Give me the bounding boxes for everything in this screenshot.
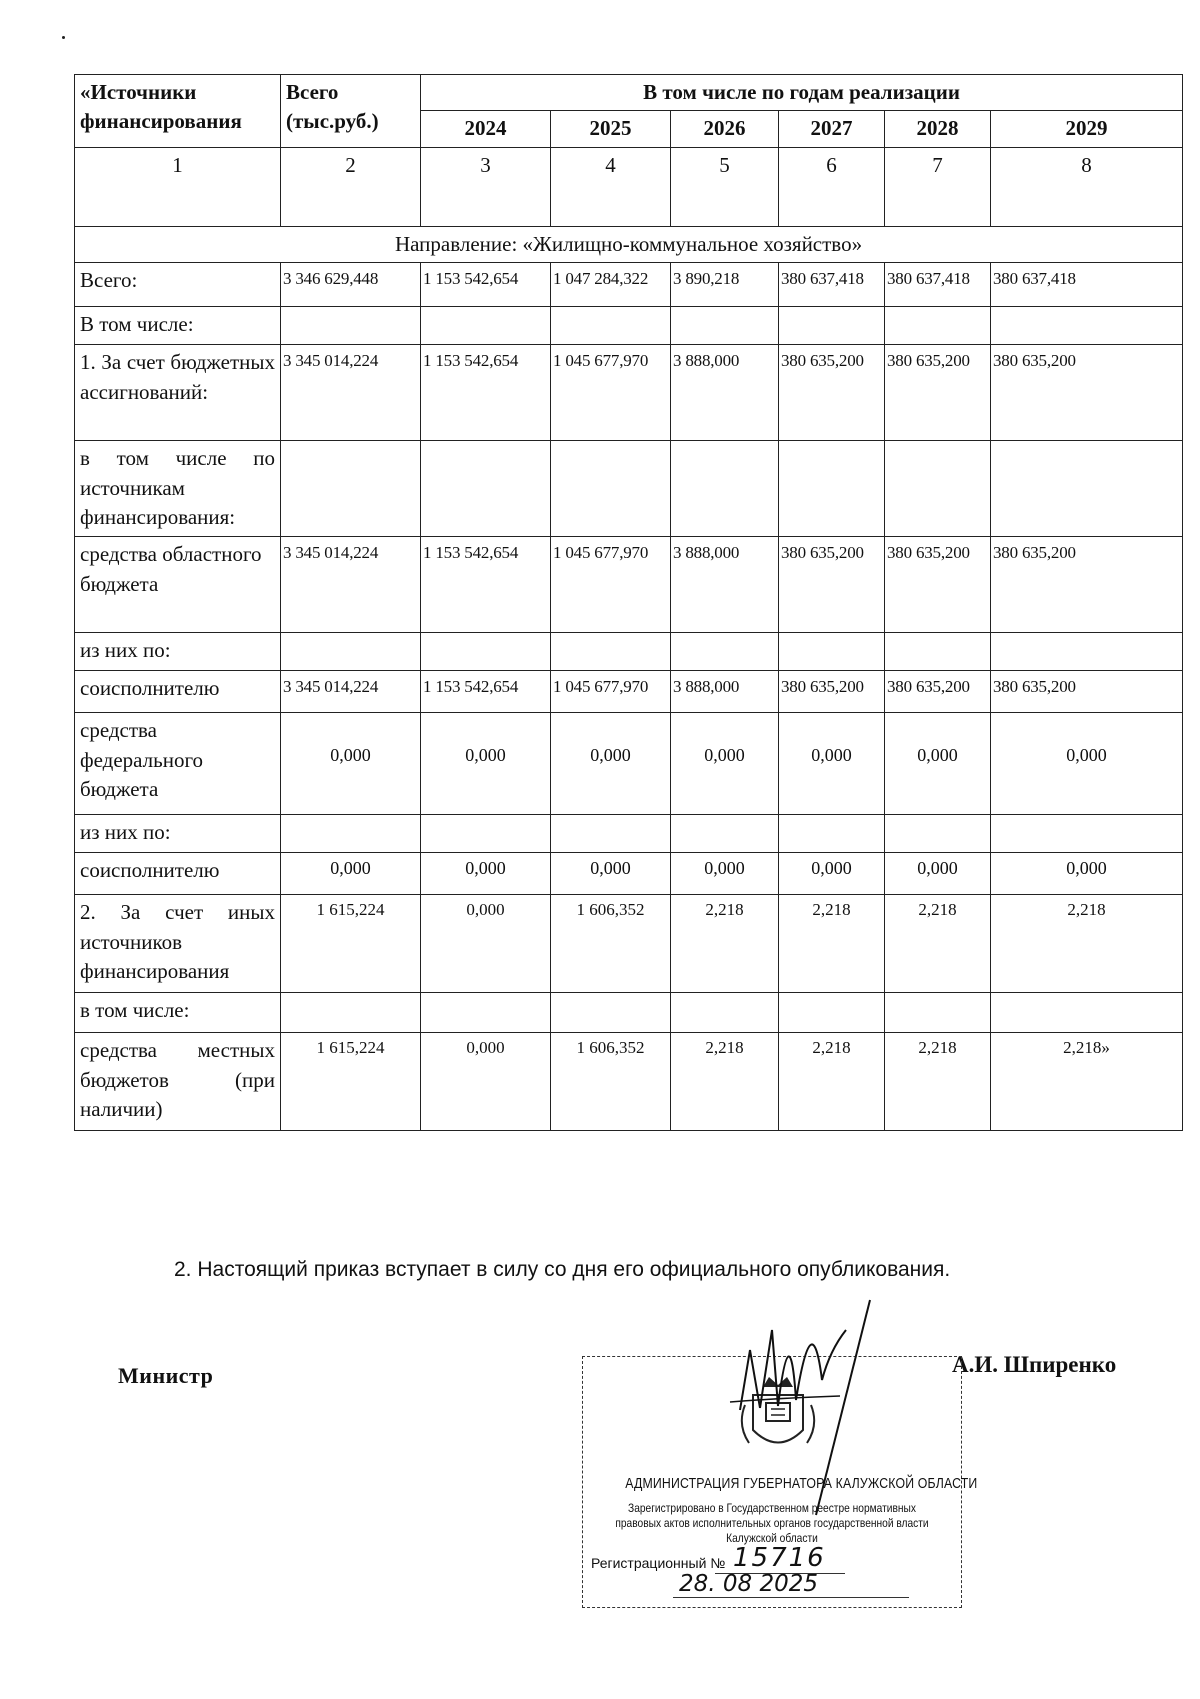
cell-value: 2,218 [671, 1033, 779, 1131]
cell-value: 0,000 [779, 853, 885, 895]
cell-value: 0,000 [551, 713, 671, 815]
cell-value: 2,218 [991, 895, 1183, 993]
cell-value: 1 615,224 [281, 1033, 421, 1131]
table-row [75, 993, 1183, 1033]
cell-value [991, 633, 1183, 671]
cell-value: 3 888,000 [671, 345, 779, 441]
header-by-years: В том числе по годам реализации [421, 75, 1183, 111]
cell-value: 1 047 284,322 [551, 263, 671, 307]
table-row [75, 713, 1183, 815]
cell-value [885, 441, 991, 537]
cell-value [281, 633, 421, 671]
header-total: Всего (тыс.руб.) [281, 75, 421, 148]
cell-value: 0,000 [421, 853, 551, 895]
column-number: 3 [421, 147, 551, 226]
row-label: соисполнителю [75, 853, 281, 895]
row-label: В том числе: [75, 307, 281, 345]
cell-value [281, 993, 421, 1033]
signatory-position: Министр [118, 1363, 214, 1388]
cell-value [779, 307, 885, 345]
cell-value [281, 307, 421, 345]
stamp-date-line [673, 1597, 909, 1598]
cell-value: 0,000 [991, 713, 1183, 815]
cell-value [885, 993, 991, 1033]
cell-value: 380 635,200 [779, 671, 885, 713]
cell-value: 1 153 542,654 [421, 671, 551, 713]
cell-value [551, 633, 671, 671]
header-year: 2027 [779, 111, 885, 147]
row-label: из них по: [75, 633, 281, 671]
header-year: 2029 [991, 111, 1183, 147]
cell-value: 380 637,418 [885, 263, 991, 307]
row-label: 1. За счет бюджетных ассигнований: [75, 345, 281, 441]
stamp-number: 15716 [733, 1543, 826, 1573]
row-label: соисполнителю [75, 671, 281, 713]
row-label: средства местных бюджетов (при наличии) [75, 1033, 281, 1131]
cell-value [779, 633, 885, 671]
cell-value: 0,000 [671, 853, 779, 895]
cell-value [671, 993, 779, 1033]
signatory-name: А.И. Шпиренко [952, 1352, 1117, 1377]
cell-value: 3 345 014,224 [281, 671, 421, 713]
cell-value: 1 045 677,970 [551, 671, 671, 713]
cell-value: 2,218 [885, 1033, 991, 1131]
table-row [75, 441, 1183, 537]
column-number: 6 [779, 147, 885, 226]
cell-value: 3 888,000 [671, 671, 779, 713]
table-row [75, 345, 1183, 441]
cell-value: 2,218 [671, 895, 779, 993]
stamp-organization: АДМИНИСТРАЦИЯ ГУБЕРНАТОРА КАЛУЖСКОЙ ОБЛАСТИ [625, 1475, 978, 1492]
table-row [75, 633, 1183, 671]
cell-value [991, 307, 1183, 345]
cell-value: 1 606,352 [551, 1033, 671, 1131]
cell-value: 1 045 677,970 [551, 537, 671, 633]
cell-value [671, 307, 779, 345]
cell-value [551, 307, 671, 345]
header-year: 2025 [551, 111, 671, 147]
cell-value [421, 307, 551, 345]
cell-value: 380 635,200 [885, 537, 991, 633]
table-row [75, 1033, 1183, 1131]
cell-value: 3 345 014,224 [281, 537, 421, 633]
header-year: 2024 [421, 111, 551, 147]
column-number: 5 [671, 147, 779, 226]
cell-value: 0,000 [551, 853, 671, 895]
cell-value [991, 993, 1183, 1033]
table-row [75, 307, 1183, 345]
cell-value [671, 633, 779, 671]
stamp-date: 28. 08 2025 [679, 1571, 818, 1597]
cell-value: 380 635,200 [779, 537, 885, 633]
financing-table [74, 74, 1183, 1131]
cell-value [779, 441, 885, 537]
cell-value: 380 635,200 [779, 345, 885, 441]
cell-value [991, 815, 1183, 853]
cell-value: 3 890,218 [671, 263, 779, 307]
cell-value: 2,218» [991, 1033, 1183, 1131]
stamp-registration-text: Зарегистрировано в Государственном реестре нормативных правовых актов исполнительных органов государственной власти Калужской области [615, 1501, 929, 1545]
cell-value: 0,000 [885, 853, 991, 895]
row-label: 2. За счет иных источников финансирования [75, 895, 281, 993]
row-label: из них по: [75, 815, 281, 853]
cell-value: 1 153 542,654 [421, 263, 551, 307]
cell-value: 1 045 677,970 [551, 345, 671, 441]
cell-value [779, 993, 885, 1033]
table-row [75, 263, 1183, 307]
cell-value [551, 993, 671, 1033]
cell-value: 380 635,200 [991, 345, 1183, 441]
cell-value [551, 815, 671, 853]
cell-value: 1 606,352 [551, 895, 671, 993]
cell-value: 0,000 [281, 853, 421, 895]
cell-value: 380 635,200 [885, 671, 991, 713]
direction-title: Направление: «Жилищно-коммунальное хозяйство» [75, 226, 1183, 262]
order-effective-text: 2. Настоящий приказ вступает в силу со дня его официального опубликования. [174, 1258, 951, 1281]
column-number-row [75, 147, 1183, 226]
row-label: средства областного бюджета [75, 537, 281, 633]
header-sources: «Источники финансирования [75, 75, 281, 148]
cell-value: 2,218 [885, 895, 991, 993]
cell-value [281, 815, 421, 853]
handwritten-signature [720, 1290, 900, 1520]
cell-value [991, 441, 1183, 537]
cell-value [885, 307, 991, 345]
scan-speck [62, 36, 65, 39]
cell-value: 1 153 542,654 [421, 537, 551, 633]
cell-value [885, 815, 991, 853]
cell-value [421, 441, 551, 537]
column-number: 8 [991, 147, 1183, 226]
cell-value: 0,000 [885, 713, 991, 815]
header-year: 2026 [671, 111, 779, 147]
cell-value: 0,000 [671, 713, 779, 815]
cell-value [421, 993, 551, 1033]
row-label: в том числе: [75, 993, 281, 1033]
column-number: 2 [281, 147, 421, 226]
table-row [75, 815, 1183, 853]
cell-value: 380 637,418 [991, 263, 1183, 307]
column-number: 7 [885, 147, 991, 226]
cell-value [885, 633, 991, 671]
cell-value: 3 345 014,224 [281, 345, 421, 441]
row-label: Всего: [75, 263, 281, 307]
header-year: 2028 [885, 111, 991, 147]
stamp-number-label: Регистрационный № [591, 1555, 726, 1571]
column-number: 4 [551, 147, 671, 226]
row-label: средства федерального бюджета [75, 713, 281, 815]
cell-value: 3 346 629,448 [281, 263, 421, 307]
cell-value: 380 635,200 [991, 671, 1183, 713]
table-row [75, 537, 1183, 633]
table-row [75, 853, 1183, 895]
table-row [75, 671, 1183, 713]
table-row [75, 895, 1183, 993]
cell-value: 2,218 [779, 1033, 885, 1131]
cell-value: 1 615,224 [281, 895, 421, 993]
cell-value: 1 153 542,654 [421, 345, 551, 441]
row-label: в том числе по источникам финансирования: [75, 441, 281, 537]
cell-value [551, 441, 671, 537]
cell-value: 3 888,000 [671, 537, 779, 633]
column-number: 1 [75, 147, 281, 226]
cell-value: 0,000 [421, 713, 551, 815]
cell-value: 2,218 [779, 895, 885, 993]
cell-value [421, 815, 551, 853]
cell-value: 0,000 [779, 713, 885, 815]
cell-value [779, 815, 885, 853]
cell-value: 380 637,418 [779, 263, 885, 307]
cell-value: 0,000 [421, 895, 551, 993]
cell-value [421, 633, 551, 671]
cell-value [671, 815, 779, 853]
cell-value: 0,000 [281, 713, 421, 815]
cell-value: 0,000 [421, 1033, 551, 1131]
cell-value: 380 635,200 [885, 345, 991, 441]
cell-value: 0,000 [991, 853, 1183, 895]
cell-value: 380 635,200 [991, 537, 1183, 633]
cell-value [671, 441, 779, 537]
cell-value [281, 441, 421, 537]
